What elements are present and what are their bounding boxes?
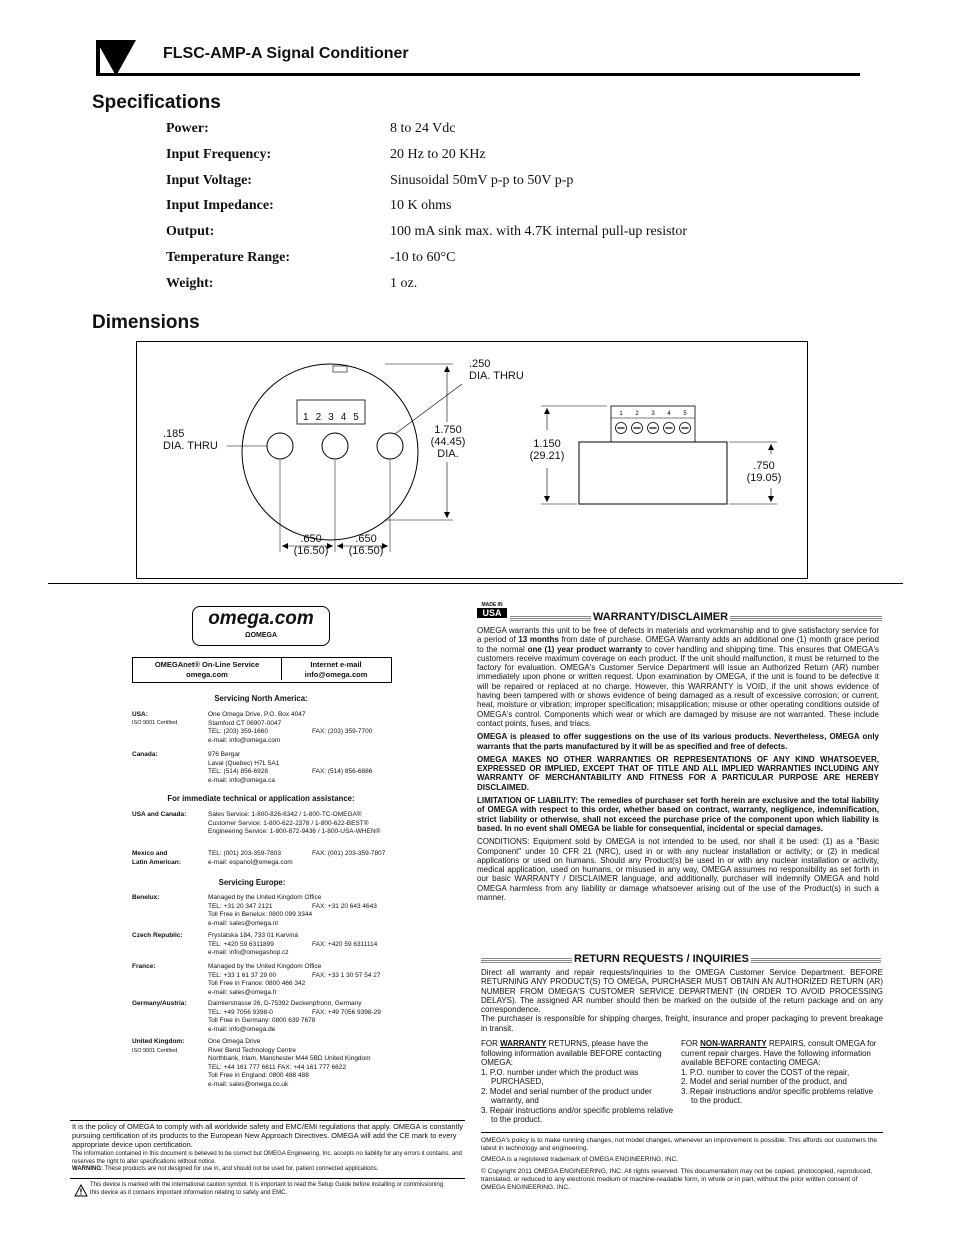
side-terminal-number: 3 (651, 411, 655, 417)
list-item: 1. P.O. number under which the product was PURCHASED, (481, 1067, 639, 1086)
terminal-number: 5 (353, 412, 366, 423)
spec-value: 20 Hz to 20 KHz (390, 146, 486, 162)
caution-text: This device is marked with the international caution symbol. It is important to read the Setup Guide before installing or commissioning this device as it contains important information relating to safety and EMC. (90, 1182, 444, 1196)
list-item: 3. Repair instructions and/or specific problems relative to the product. (481, 1105, 674, 1124)
spec-label: Input Frequency: (166, 146, 272, 162)
mount-hole-right (377, 433, 403, 459)
spec-value: 100 mA sink max. with 4.7K internal pull-up resistor (390, 224, 688, 240)
non-warranty-column: FOR NON-WARRANTY REPAIRS, consult OMEGA for current repair charges. Have the following information available BEFORE contacting OMEGA: 1. P.O. number to cover the COST of the repair, 2. Model and serial number of the product, and 3. Repair instructions and/or specific problems relative to the product. (681, 1039, 881, 1106)
header-rule (100, 73, 860, 76)
warranty-returns-column: FOR WARRANTY RETURNS, please have the following information available BEFORE contacting OMEGA: 1. P.O. number under which the product was PURCHASED, 2. Model and serial number of the product under warranty, and 3. Repair instructions and/or specific problems relative to the product. (481, 1039, 679, 1125)
doc-title: FLSC-AMP-A Signal Conditioner (163, 45, 409, 62)
returns-paragraph: Direct all warranty and repair requests/inquiries to the OMEGA Customer Service Department. BEFORE RETURNING ANY PRODUCT(S) TO OMEGA, PURCHASER MUST OBTAIN AN AUTHORIZED RETURN (AR) NUMBER FROM OMEGA'S CUSTOMER SERVICE DEPARTMENT (IN ORDER TO AVOID PROCESSING DELAYS). The assigned AR number should then be marked on the outside of the return package and on any correspondence. (481, 968, 883, 1015)
policy-text: It is the policy of OMEGA to comply with all worldwide safety and EMC/EMI regulations that apply. OMEGA is constantly pursuing certification of its products to the European New Approach Directives. OMEGA will add the CE mark to every appropriate device upon certification. (72, 1122, 463, 1149)
eu-heading: Servicing Europe: (218, 878, 286, 887)
returns-body (481, 968, 883, 1033)
warranty-heading: WARRANTY/DISCLAIMER (593, 611, 729, 623)
spec-label: Weight: (166, 275, 214, 291)
list-item: 2. Model and serial number of the product under warranty, and (481, 1086, 652, 1105)
policy-rule-2 (70, 1178, 465, 1179)
side-terminal-number: 2 (635, 411, 639, 417)
online-service-link[interactable]: omega.com (186, 669, 228, 679)
list-item: 1. P.O. number to cover the COST of the repair, (681, 1067, 850, 1077)
side-terminal-number: 5 (683, 411, 687, 417)
dimensions-drawing (136, 341, 808, 579)
spec-label: Power: (166, 121, 209, 136)
terminal-number: 1 (303, 412, 316, 423)
hole-250-label: .250 DIA. THRU (469, 358, 524, 382)
spacing-label-2: .650 (16.50) (348, 533, 384, 557)
front-terminal-numbers (303, 412, 366, 424)
warranty-returns-list (481, 1068, 679, 1125)
email-label: Internet e-mail (310, 660, 362, 669)
side-terminal-number: 4 (667, 411, 671, 417)
returns-shipping: The purchaser is responsible for shipping charges, freight, insurance and proper packaging to prevent breakage in transit. (481, 1014, 883, 1033)
policy-rule (70, 1120, 465, 1121)
footer-notes: OMEGA's policy is to make running changes, not model changes, whenever an improvement is possible. This affords our customers the latest in technology and engineering. OMEGA is a registered trademark of OMEGA ENGINEERING, INC. © Copyright 2011 OMEGA ENGINEERING, INC. All rights reserved. This documentation may not be copied, photocopied, reproduced, translated, or reduced to any electronic medium or machine-readable form, in whole or in part, without the prior written consent of OMEGA ENGINEERING, INC. (481, 1137, 878, 1192)
spec-value: Sinusoidal 50mV p-p to 50V p-p (390, 172, 574, 188)
terminal-screws (616, 411, 691, 434)
mount-hole-center (322, 433, 348, 459)
online-service-label: OMEGAnet® On-Line Service (154, 660, 260, 669)
height-label: 1.150 (29.21) (529, 438, 565, 462)
side-terminal-number: 1 (619, 411, 623, 417)
spec-value: 8 to 24 Vdc (390, 121, 456, 136)
non-warranty-list (681, 1068, 881, 1106)
spec-value: 10 K ohms (390, 198, 452, 214)
warranty-paragraph: OMEGA warrants this unit to be free of defects in materials and workmanship and to give satisfactory service for a period of 13 months from date of purchase. OMEGA Warranty adds an additional one (1) month grace period to the normal one (1) year product warranty to cover handling and shipping time. This ensures that OMEGA's customers receive maximum coverage on each product. If the unit should malfunction, it must be returned to the factory for evaluation. OMEGA's Customer Service Department will issue an Authorized Return (AR) number immediately upon phone or written request. Upon examination by OMEGA, if the unit is found to be defective it will be repaired or replaced at no charge. However, this WARRANTY is VOID, if the unit shows evidence of having been tampered with or shows evidence of being damaged as a result of excessive corrosion; or current, heat, moisture or vibration; improper specification; misapplication; misuse or other operating conditions outside of OMEGA's control. Components which wear or which are damaged by misuse are not warranted. These include contact points, fuses, and triacs. (477, 626, 879, 728)
terminal-number: 4 (340, 412, 354, 423)
email-link[interactable]: info@omega.com (304, 669, 368, 679)
caution-icon (74, 1184, 88, 1197)
side-view-body (579, 442, 727, 504)
spec-label: Input Voltage: (166, 172, 252, 188)
diameter-label: 1.750 (44.45) DIA. (430, 424, 466, 460)
online-contact-box (132, 657, 392, 683)
list-item: 2. Model and serial number of the product, and (681, 1077, 847, 1086)
conditions: CONDITIONS: Equipment sold by OMEGA is not intended to be used, nor shall it be used: (1) as a "Basic Component" under 10 CFR 21 (NRC), used in or with any nuclear installation or activity; or (2) in medical applications or used on humans. Should any Product(s) be used in or with any nuclear installation or activity, medical application, used on humans, or misused in any way, OMEGA assumes no responsibility as set forth in our basic WARRANTY / DISCLAIMER language, and additionally, purchaser will indemnify OMEGA and hold OMEGA harmless from any liability or damage whatsoever arising out of the use of the Product(s) in such a manner. (477, 837, 879, 903)
spec-label: Input Impedance: (166, 198, 274, 214)
warranty-suggestions: OMEGA is pleased to offer suggestions on the use of its various products. Nevertheless, OMEGA only warrants that the parts manufactured by it will be as specified and free of defects. (477, 732, 879, 751)
returns-heading: RETURN REQUESTS / INQUIRIES (574, 953, 749, 965)
hole-185-label: .185 DIA. THRU (163, 428, 218, 452)
mount-hole-left (267, 433, 293, 459)
warranty-disclaimer: OMEGA MAKES NO OTHER WARRANTIES OR REPRESENTATIONS OF ANY KIND WHATSOEVER, EXPRESSED OR IMPLIED, EXCEPT THAT OF TITLE AND ALL IMPLIED WARRANTIES INCLUDING ANY WARRANTY OF MERCHANTABILITY AND FITNESS FOR A PARTICULAR PURPOSE ARE HEREBY DISCLAIMED. (477, 754, 879, 792)
omega-logo: omega.com ΩOMEGA (192, 606, 330, 646)
spec-value: 1 oz. (390, 275, 418, 291)
made-in-usa-badge: MADE IN USA (477, 602, 507, 618)
warning-note: WARNING: These products are not designed for use in, and should not be used for, patient connected applications. (72, 1166, 379, 1172)
list-item: 3. Repair instructions and/or specific problems relative to the product. (681, 1086, 874, 1105)
terminal-number: 3 (328, 412, 341, 423)
warranty-body (477, 626, 879, 902)
spec-label: Temperature Range: (166, 250, 291, 265)
limitation-of-liability: LIMITATION OF LIABILITY: The remedies of purchaser set forth herein are exclusive and the total liability of OMEGA with respect to this order, whether based on contract, warranty, negligence, indemnification, strict liability or otherwise, shall not exceed the purchase price of the component upon which liability is based. In no event shall OMEGA be liable for consequential, incidental or special damages. (477, 796, 879, 833)
spec-value: -10 to 60°C (390, 250, 456, 265)
body-height-label: .750 (19.05) (746, 460, 782, 484)
section-divider (48, 583, 903, 584)
terminal-number: 2 (315, 412, 329, 423)
returns-rule (481, 1132, 883, 1133)
tech-heading: For immediate technical or application assistance: (167, 794, 355, 803)
na-heading: Servicing North America: (214, 694, 308, 703)
specifications-heading: Specifications (92, 92, 221, 113)
dimensions-heading: Dimensions (92, 312, 200, 333)
liability-note: The information contained in this document is believed to be correct but OMEGA Engineering, Inc. accepts no liability for any errors it contains, and reserves the right to alter specifications without notice. (72, 1151, 462, 1165)
spec-label: Output: (166, 224, 215, 240)
spacing-label-1: .650 (16.50) (293, 533, 329, 557)
